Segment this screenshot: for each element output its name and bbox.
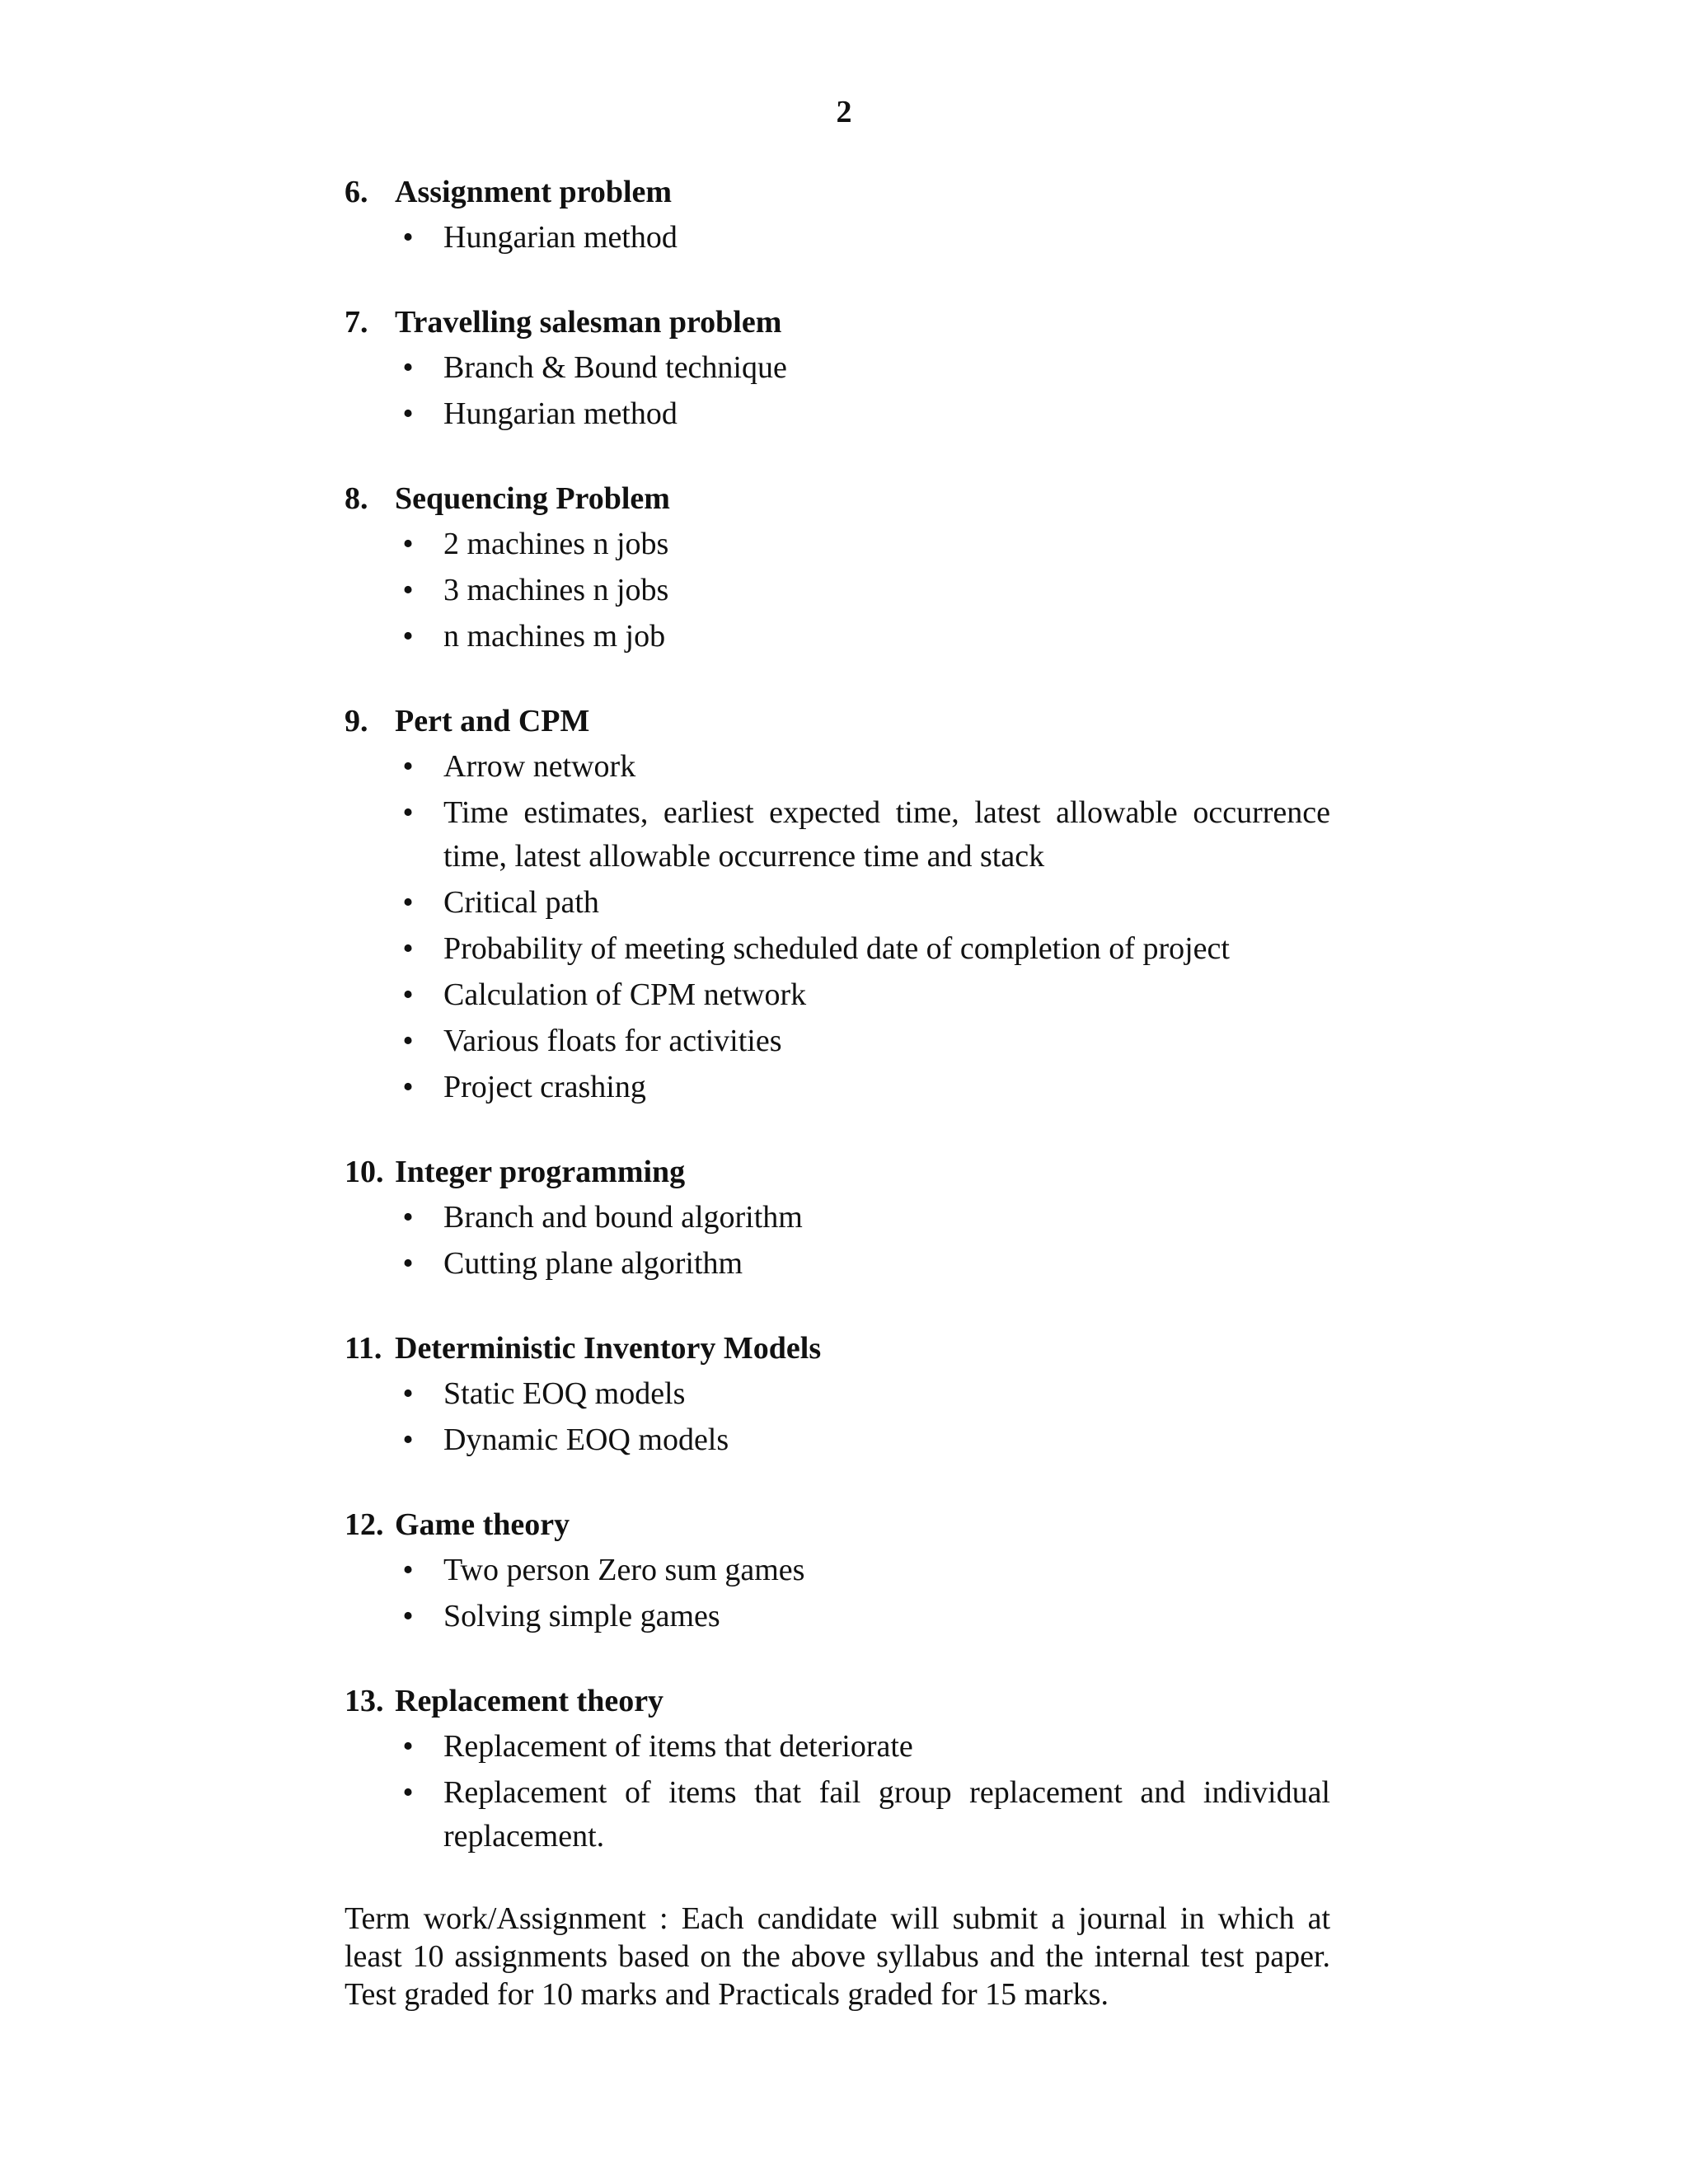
list-item (345, 346, 1330, 390)
bullet-icon: • (402, 619, 414, 654)
list-item-text: Various floats for activities (443, 1024, 782, 1058)
section-number: 6. (345, 175, 368, 209)
section-number: 7. (345, 305, 368, 340)
list-item (345, 1549, 1330, 1592)
list-item-text: Project crashing (443, 1070, 646, 1104)
topic-list (345, 1196, 1330, 1286)
list-item (345, 1595, 1330, 1638)
section-title: Assignment problem (395, 175, 673, 209)
bullet-icon: • (402, 1246, 414, 1281)
list-item-text: Time estimates, earliest expected time, latest allowable occurrence time, latest allowable occurrence time and stack (443, 795, 1330, 874)
section-number: 12. (345, 1507, 384, 1542)
list-item (345, 1019, 1330, 1063)
list-item (345, 1066, 1330, 1109)
list-item (345, 615, 1330, 658)
bullet-icon: • (402, 350, 414, 385)
bullet-icon: • (402, 1376, 414, 1411)
section-number: 13. (345, 1684, 384, 1718)
section-heading (345, 1680, 1330, 1722)
list-item-text: Branch and bound algorithm (443, 1200, 803, 1235)
section-number: 11. (345, 1331, 382, 1366)
list-item-text: Calculation of CPM network (443, 977, 807, 1012)
list-item (345, 1196, 1330, 1240)
list-item (345, 523, 1330, 566)
section-heading (345, 1327, 1330, 1370)
topic-list (345, 346, 1330, 436)
list-item-text: Hungarian method (443, 396, 678, 431)
list-item (345, 1725, 1330, 1769)
bullet-icon: • (402, 885, 414, 920)
bullet-icon: • (402, 749, 414, 784)
list-item-text: Replacement of items that deteriorate (443, 1729, 913, 1764)
list-item (345, 973, 1330, 1017)
term-work-paragraph: Term work/Assignment : Each candidate will submit a journal in which at least 10 assignments based on the above syllabus and the internal test paper. Test graded for 10 marks and Practicals graded for 15 marks. (345, 1901, 1330, 2012)
list-item (345, 791, 1330, 879)
section-heading (345, 1151, 1330, 1193)
list-item (345, 1372, 1330, 1416)
list-item-text: Dynamic EOQ models (443, 1422, 729, 1457)
list-item (345, 216, 1330, 260)
bullet-icon: • (402, 1553, 414, 1587)
topic-list (345, 1725, 1330, 1858)
list-item-text: Cutting plane algorithm (443, 1246, 743, 1281)
section-list (345, 171, 1330, 1858)
page-number: 2 (836, 95, 852, 129)
section-heading (345, 1503, 1330, 1546)
syllabus-section (345, 171, 1330, 260)
topic-list (345, 1372, 1330, 1462)
section-title: Deterministic Inventory Models (395, 1331, 822, 1366)
list-item (345, 745, 1330, 789)
syllabus-section (345, 301, 1330, 436)
list-item (345, 1242, 1330, 1286)
section-number: 9. (345, 704, 368, 738)
section-heading (345, 700, 1330, 743)
list-item (345, 392, 1330, 436)
bullet-icon: • (402, 1729, 414, 1764)
list-item-text: Branch & Bound technique (443, 350, 787, 385)
list-item-text: Arrow network (443, 749, 636, 784)
topic-list (345, 745, 1330, 1109)
syllabus-section (345, 1151, 1330, 1286)
section-number: 8. (345, 481, 368, 516)
list-item-text: Two person Zero sum games (443, 1553, 805, 1587)
bullet-icon: • (402, 527, 414, 561)
list-item (345, 927, 1330, 971)
section-title: Game theory (395, 1507, 570, 1542)
list-item-text: Critical path (443, 885, 599, 920)
topic-list (345, 1549, 1330, 1638)
list-item (345, 1771, 1330, 1858)
bullet-icon: • (402, 573, 414, 607)
syllabus-section (345, 700, 1330, 1109)
bullet-icon: • (402, 795, 414, 830)
syllabus-section (345, 1680, 1330, 1858)
section-title: Sequencing Problem (395, 481, 670, 516)
section-title: Integer programming (395, 1155, 686, 1189)
syllabus-section (345, 1503, 1330, 1638)
bullet-icon: • (402, 1775, 414, 1810)
list-item (345, 1418, 1330, 1462)
bullet-icon: • (402, 1422, 414, 1457)
bullet-icon: • (402, 931, 414, 966)
section-heading (345, 171, 1330, 213)
list-item-text: n machines m job (443, 619, 666, 654)
section-title: Pert and CPM (395, 704, 590, 738)
list-item-text: 3 machines n jobs (443, 573, 669, 607)
section-heading (345, 301, 1330, 344)
topic-list (345, 523, 1330, 658)
bullet-icon: • (402, 1070, 414, 1104)
section-heading (345, 477, 1330, 520)
list-item (345, 881, 1330, 925)
bullet-icon: • (402, 1599, 414, 1633)
syllabus-section (345, 477, 1330, 658)
list-item-text: Probability of meeting scheduled date of completion of project (443, 931, 1230, 966)
syllabus-section (345, 1327, 1330, 1462)
bullet-icon: • (402, 1200, 414, 1235)
bullet-icon: • (402, 977, 414, 1012)
topic-list (345, 216, 1330, 260)
list-item (345, 569, 1330, 612)
list-item-text: Hungarian method (443, 220, 678, 255)
list-item-text: 2 machines n jobs (443, 527, 669, 561)
list-item-text: Static EOQ models (443, 1376, 686, 1411)
section-number: 10. (345, 1155, 384, 1189)
bullet-icon: • (402, 396, 414, 431)
bullet-icon: • (402, 1024, 414, 1058)
syllabus-content (345, 171, 1330, 2013)
section-title: Replacement theory (395, 1684, 664, 1718)
section-title: Travelling salesman problem (395, 305, 782, 340)
list-item-text: Replacement of items that fail group replacement and individual replacement. (443, 1775, 1330, 1854)
list-item-text: Solving simple games (443, 1599, 720, 1633)
bullet-icon: • (402, 220, 414, 255)
